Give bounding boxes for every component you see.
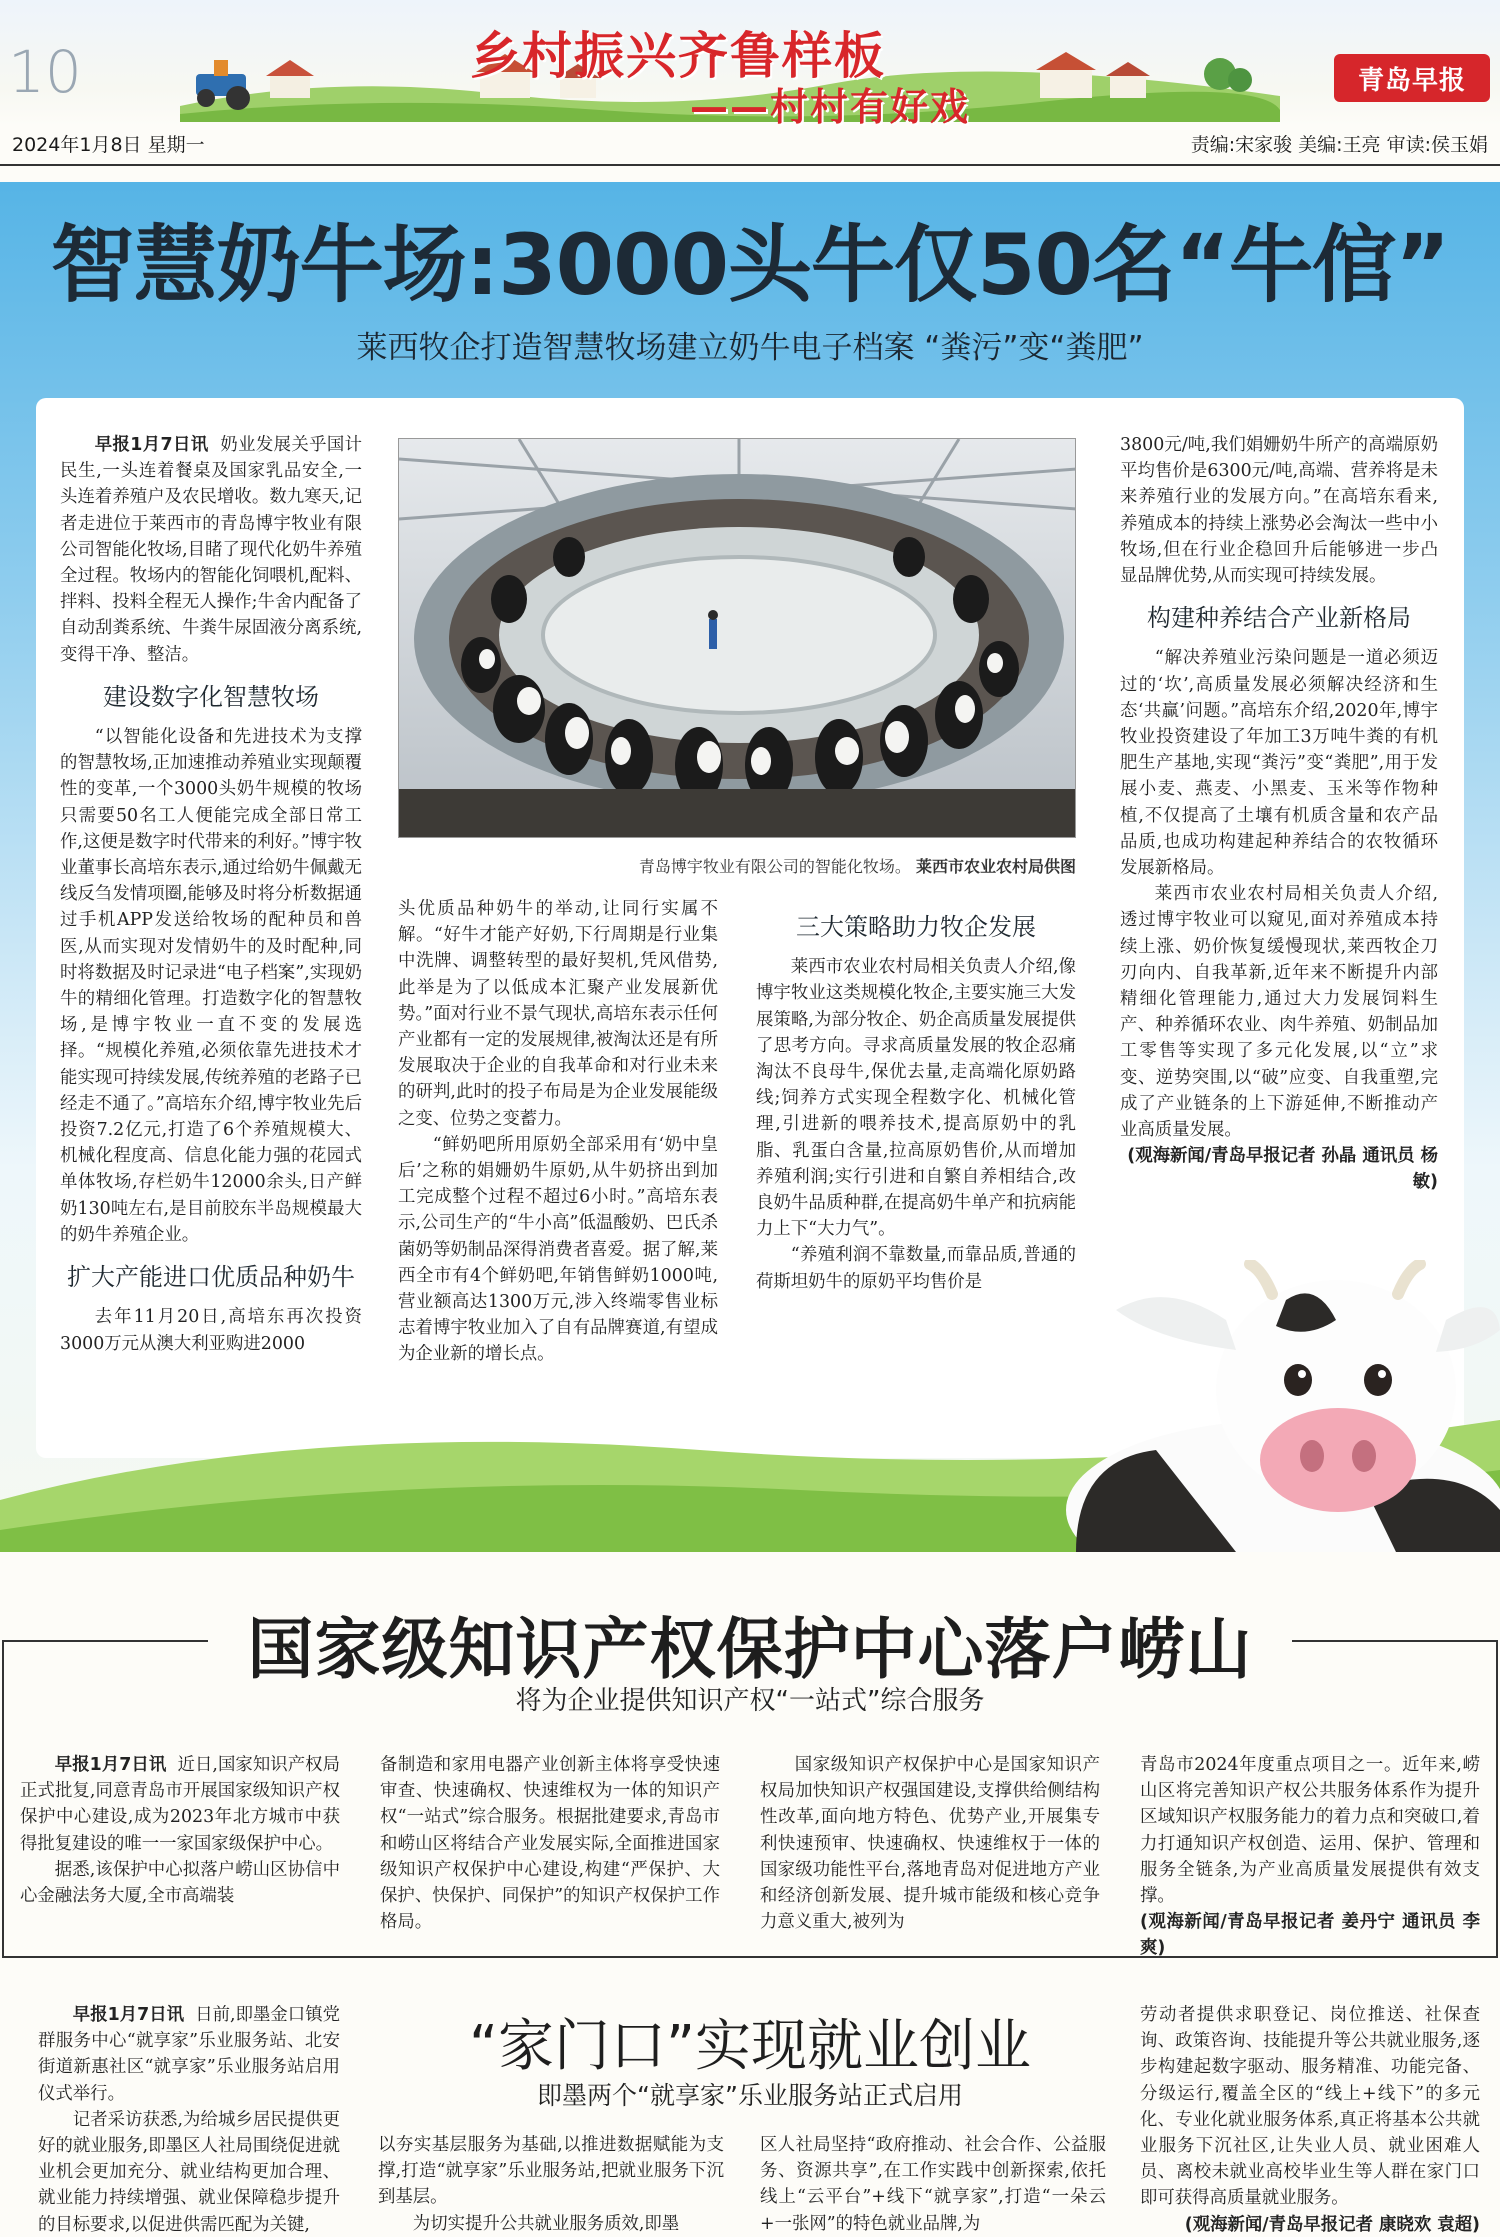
story1-paragraph: “解决养殖业污染问题是一道必须迈过的‘坎’,高质量发展必须解决经济和生态‘共赢’问题。”高培东介绍,2020年,博宇牧业投资建设了年加工3万吨牛粪的有机肥生产基地,实现“粪污”变“粪肥”,用于发展小麦、燕麦、小黑麦、玉米等作物种植,不仅提高了土壤有机质含量和农产品品质,也成功构建起种养结合的农牧循环发展新格局。 (1120, 648, 1438, 879)
photo-caption-line (398, 854, 1076, 877)
photo-caption: 青岛博宇牧业有限公司的智能化牧场。 (638, 857, 911, 876)
story1-paragraph: “鲜奶吧所用原奶全部采用有‘奶中皇后’之称的娟姗奶牛原奶,从牛奶挤出到加工完成整个过程不超过6小时。”高培东表示,公司生产的“牛小高”低温酸奶、巴氏杀菌奶等奶制品深得消费者喜爱。据了解,莱西全市有4个鲜奶吧,年销售鲜奶1000吨,营业额高达1300万元,涉入终端零售业标志着博宇牧业加入了自有品牌赛道,有望成为企业新的增长点。 (398, 1134, 718, 1365)
story1-column-1 (60, 432, 362, 1357)
banner-subtitle: ——村村有好戏 (690, 85, 971, 129)
story1-subhead-a: 建设数字化智慧牧场 (103, 682, 319, 711)
story1-subhead-b: 扩大产能进口优质品种奶牛 (67, 1263, 355, 1292)
story3-paragraph: 劳动者提供求职登记、岗位推送、社保查询、政策咨询、技能提升等公共就业服务,逐步构建起数字驱动、服务精准、功能完备、分级运行,覆盖全区的“线上+线下”的多元化、专业化就业服务体系,真正将基本公共就业服务下沉社区,让失业人员、就业困难人员、离校未就业高校毕业生等人群在家门口即可获得高质量就业服务。 (1140, 2005, 1480, 2209)
story1-paragraph: 头优质品种奶牛的举动,让同行实属不解。“好牛才能产好奶,下行周期是行业集中洗牌、调整转型的最好契机,凭风借势,此举是为了以低成本汇聚产业发展新优势。”面对行业不景气现状,高培东表示任何产业都有一定的发展规律,被淘汰还是有所发展取决于企业的自我革命和对行业未来的研判,此时的投子布局是为企业发展能级之变、位势之变蓄力。 (398, 899, 718, 1129)
story1-column-3 (756, 896, 1076, 1295)
story3-column-4 (1140, 2002, 1480, 2237)
milking-parlor-photo (398, 438, 1076, 838)
story1-byline: (观海新闻/青岛早报记者 孙晶 通讯员 杨敏) (1127, 1146, 1438, 1193)
story3-paragraph: 为切实提升公共就业服务质效,即墨 (412, 2213, 680, 2234)
masthead (0, 0, 1500, 129)
story1-column-4 (1120, 432, 1438, 1196)
story3-paragraph: 区人社局坚持“政府推动、社会合作、公益服务、资源共享”,在工作实践中创新探索,依托线上“云平台”+线下“就享家”,打造“一朵云+一张网”的特色就业品牌,为 (760, 2135, 1106, 2234)
milking-parlor-image (399, 439, 1076, 838)
story2-column-4 (1140, 1752, 1480, 1962)
story3-column-3 (760, 2132, 1106, 2237)
story2-dateline: 早报1月7日讯 (54, 1755, 167, 1775)
page-number: 10 (8, 38, 82, 106)
story1-subheadline: 莱西牧企打造智慧牧场建立奶牛电子档案 “粪污”变“粪肥” (356, 330, 1144, 366)
story3-column-1 (38, 2002, 340, 2237)
story1-column-2 (398, 896, 718, 1368)
story3-intro: 日前,即墨金口镇党群服务中心“就享家”乐业服务站、北安街道新惠社区“就享家”乐业服务站启用仪式举行。 (38, 2005, 341, 2104)
story1-subhead-d: 构建种养结合产业新格局 (1147, 604, 1411, 633)
story3-dateline: 早报1月7日讯 (72, 2005, 185, 2025)
story2-paragraph: 国家级知识产权保护中心是国家知识产权局加快知识产权强国建设,支撑供给侧结构性改革,面向地方特色、优势产业,开展集专利快速预审、快速确权、快速维权于一体的国家级功能性平台,落地青岛对促进地方产业和经济创新发展、提升城市能级和核心竞争力意义重大,被列为 (760, 1755, 1100, 1933)
story1-paragraph: 莱西市农业农村局相关负责人介绍,像博宇牧业这类规模化牧企,主要实施三大发展策略,为部分牧企、奶企高质量发展提供了思考方向。寻求高质量发展的牧企忍痛淘汰不良母牛,保优去量,走高端化原奶路线;饲养方式实现全程数字化、机械化管理,引进新的喂养技术,提高原奶中的乳脂、乳蛋白含量,拉高原奶售价,从而增加养殖利润;实行引进和自繁自养相结合,改良奶牛品质种群,在提高奶牛单产和抗病能力上下“大力气”。 (756, 957, 1076, 1240)
story3-paragraph: 记者采访获悉,为给城乡居民提供更好的就业服务,即墨区人社局围绕促进就业机会更加充分、就业结构更加合理、就业能力持续增强、就业保障稳步提升的目标要求,以促进供需匹配为关键, (38, 2109, 340, 2235)
masthead-rule (0, 164, 1500, 166)
photo-credit: 莱西市农业农村局供图 (915, 857, 1076, 876)
story1-dateline: 早报1月7日讯 (94, 435, 209, 455)
story3-paragraph: 以夯实基层服务为基础,以推进数据赋能为支撑,打造“就享家”乐业服务站,把就业服务下沉到基层。 (378, 2135, 724, 2208)
story2-paragraph: 青岛市2024年度重点项目之一。近年来,崂山区将完善知识产权公共服务体系作为提升区域知识产权服务能力的着力点和突破口,着力打通知识产权创造、运用、保护、管理和服务全链条,为产业高质量发展提供有效支撑。 (1140, 1755, 1480, 1907)
story1-paragraph: “以智能化设备和先进技术为支撑的智慧牧场,正加速推动养殖业实现颠覆性的变革,一个3000头奶牛规模的牧场只需要50名工人便能完成全部日常工作,这便是数字时代带来的利好。”博宇牧业董事长高培东表示,通过给奶牛佩戴无线反刍发情项圈,能够及时将分析数据通过手机APP发送给牧场的配种员和兽医,从而实现对发情奶牛的及时配种,同时将数据及时记录进“电子档案”,实现奶牛的精细化管理。打造数字化的智慧牧场,是博宇牧业一直不变的发展选择。“规模化养殖,必须依靠先进技术才能实现可持续发展,传统养殖的老路子已经走不通了。”高培东介绍,博宇牧业先后投资7.2亿元,打造了6个养殖规模大、机械化程度高、信息化能力强的花园式单体牧场,存栏奶牛12000余头,日产鲜奶130吨左右,是目前胶东半岛规模最大的奶牛养殖企业。 (60, 727, 362, 1245)
story3-subheadline: 即墨两个“就享家”乐业服务站正式启用 (537, 2081, 963, 2110)
story1-intro: 奶业发展关乎国计民生,一头连着餐桌及国家乳品安全,一头连着养殖户及农民增收。数九寒天,记者走进位于莱西市的青岛博宇牧业有限公司智能化牧场,目睹了现代化奶牛养殖全过程。牧场内的智能化饲喂机,配料、拌料、投料全程无人操作;牛舍内配备了自动刮粪系统、牛粪牛尿固液分离系统,变得干净、整洁。 (60, 435, 362, 665)
editor-credits: 责编:宋家骏 美编:王亮 审读:侯玉娟 (1190, 134, 1488, 156)
story1-paragraph: 莱西市农业农村局相关负责人介绍,透过博宇牧业可以窥见,面对养殖成本持续上涨、奶价恢复缓慢现状,莱西牧企刀刃向内、自我革新,近年来不断提升内部精细化管理能力,通过大力发展饲料生产、种养循环农业、肉牛养殖、奶制品加工零售等实现了多元化发展,以“立”求变、逆势突围,以“破”应变、自我重塑,完成了产业链条的上下游延伸,不断推动产业高质量发展。 (1120, 884, 1438, 1141)
story2-column-2 (380, 1752, 720, 1935)
story2-subheadline: 将为企业提供知识产权“一站式”综合服务 (515, 1686, 985, 1716)
issue-date: 2024年1月8日 星期一 (12, 134, 205, 156)
story2-headline: 国家级知识产权保护中心落户崂山 (247, 1611, 1253, 1688)
cartoon-cow-illustration (1036, 1260, 1500, 1552)
story3-column-2 (378, 2132, 724, 2237)
story3-byline: (观海新闻/青岛早报记者 康晓欢 袁超) (1184, 2214, 1480, 2235)
banner-title: 乡村振兴齐鲁样板 (470, 27, 886, 85)
story1-paragraph: 去年11月20日,高培东再次投资3000万元从澳大利亚购进2000 (60, 1307, 362, 1354)
story1-headline: 智慧奶牛场:3000头牛仅50名“牛倌” (50, 216, 1450, 314)
story1-paragraph: “养殖利润不靠数量,而靠品质,普通的荷斯坦奶牛的原奶平均售价是 (756, 1245, 1076, 1292)
story2-paragraph: 备制造和家用电器产业创新主体将享受快速审查、快速确权、快速维权为一体的知识产权“一站式”综合服务。根据批建要求,青岛市和崂山区将结合产业发展实际,全面推进国家级知识产权保护中心建设,构建“严保护、大保护、快保护、同保护”的知识产权保护工作格局。 (380, 1755, 720, 1933)
story2-intro: 近日,国家知识产权局正式批复,同意青岛市开展国家级知识产权保护中心建设,成为2023年北方城市中获得批复建设的唯一一家国家级保护中心。 (20, 1755, 341, 1854)
story2-byline: (观海新闻/青岛早报记者 姜丹宁 通讯员 李爽) (1140, 1912, 1480, 1959)
story2-paragraph: 据悉,该保护中心拟落户崂山区协信中心金融法务大厦,全市高端装 (20, 1859, 340, 1907)
story3-headline: “家门口”实现就业创业 (468, 2014, 1032, 2079)
newspaper-logo: 青岛早报 (1334, 54, 1490, 102)
story1-subhead-c: 三大策略助力牧企发展 (796, 913, 1036, 941)
story2-column-1 (20, 1752, 340, 1909)
story1-paragraph: 3800元/吨,我们娟姗奶牛所产的高端原奶平均售价是6300元/吨,高端、营养将是未来养殖行业的发展方向。”在高培东看来,养殖成本的持续上涨势必会淘汰一些中小牧场,但在行业企稳回升后能够进一步凸显品牌优势,从而实现可持续发展。 (1120, 435, 1438, 587)
story2-column-3 (760, 1752, 1100, 1935)
